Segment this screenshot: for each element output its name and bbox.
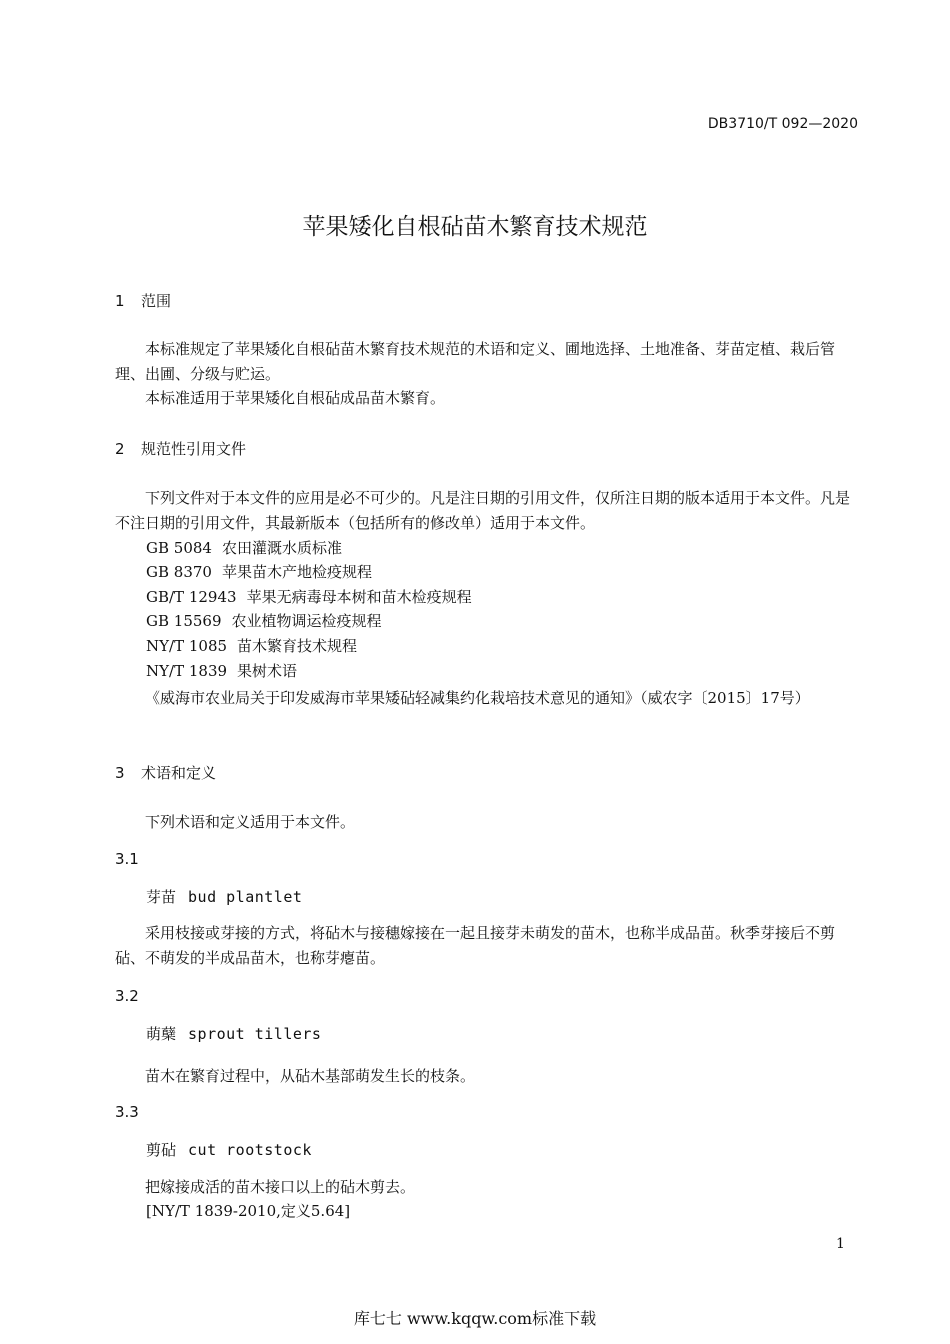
term-definition: 把嫁接成活的苗木接口以上的砧木剪去。 [145, 1178, 416, 1196]
term-heading [146, 1139, 312, 1160]
reference-name: 苹果苗木产地检疫规程 [221, 563, 372, 581]
section-title: 范围 [141, 292, 172, 310]
term-number: 3.1 [115, 850, 139, 868]
reference-code: GB 8370 [146, 563, 212, 581]
reference-name: 农业植物调运检疫规程 [231, 612, 382, 630]
reference-item [146, 660, 297, 681]
term-chinese: 萌蘖 [146, 1025, 177, 1043]
section-number: 3 [115, 764, 125, 782]
reference-code: GB 15569 [146, 612, 222, 630]
term-definition: 苗木在繁育过程中，从砧木基部萌发生长的枝条。 [145, 1067, 476, 1085]
document-title: 苹果矮化自根砧苗木繁育技术规范 [302, 214, 648, 240]
section-3-heading [115, 762, 216, 783]
scope-paragraph-1: 本标准规定了苹果矮化自根砧苗木繁育技术规范的术语和定义、圃地选择、土地准备、芽苗定植、栽后管理、出圃、分级与贮运。 [115, 340, 836, 383]
reference-name: 苗木繁育技术规程 [237, 637, 358, 655]
reference-code: NY/T 1085 [146, 637, 228, 655]
reference-code: GB 5084 [146, 539, 212, 557]
reference-name: 苹果无病毒母本树和苗木检疫规程 [246, 588, 472, 606]
section-number: 1 [115, 292, 125, 310]
reference-name: 果树术语 [237, 662, 298, 680]
terms-intro: 下列术语和定义适用于本文件。 [145, 813, 356, 831]
section-number: 2 [115, 440, 125, 458]
term-heading [146, 1023, 321, 1044]
reference-name: 农田灌溉水质标准 [221, 539, 342, 557]
normative-intro: 下列文件对于本文件的应用是必不可少的。凡是注日期的引用文件，仅所注日期的版本适用于本文件。凡是不注日期的引用文件，其最新版本（包括所有的修改单）适用于本文件。 [115, 489, 851, 532]
reference-code: NY/T 1839 [146, 662, 228, 680]
standard-code: DB3710/T 092—2020 [707, 116, 858, 132]
reference-item [146, 537, 342, 558]
term-number: 3.3 [115, 1103, 139, 1121]
term-english: sprout tillers [188, 1025, 322, 1043]
term-chinese: 芽苗 [146, 888, 177, 906]
page-number: 1 [836, 1236, 845, 1252]
reference-item [146, 561, 372, 582]
term-source: [NY/T 1839-2010,定义5.64] [146, 1202, 351, 1220]
section-title: 术语和定义 [141, 764, 217, 782]
section-title: 规范性引用文件 [141, 440, 247, 458]
reference-item [146, 635, 357, 656]
footer-watermark: 库七七 www.kqqw.com标准下载 [353, 1309, 597, 1328]
reference-notice: 《威海市农业局关于印发威海市苹果矮砧轻减集约化栽培技术意见的通知》（威农字〔2015〕17号） [145, 689, 810, 707]
section-2-heading [115, 438, 246, 459]
reference-code: GB/T 12943 [146, 588, 237, 606]
term-english: cut rootstock [188, 1141, 312, 1159]
section-1-heading [115, 290, 171, 311]
term-definition: 采用枝接或芽接的方式，将砧木与接穗嫁接在一起且接芽未萌发的苗木，也称半成品苗。秋季芽接后不剪砧、不萌发的半成品苗木，也称芽瘪苗。 [115, 924, 836, 967]
term-heading [146, 886, 302, 907]
reference-item [146, 586, 472, 607]
term-english: bud plantlet [188, 888, 303, 906]
term-chinese: 剪砧 [146, 1141, 177, 1159]
term-number: 3.2 [115, 987, 139, 1005]
reference-item [146, 610, 382, 631]
scope-paragraph-2: 本标准适用于苹果矮化自根砧成品苗木繁育。 [145, 389, 446, 407]
